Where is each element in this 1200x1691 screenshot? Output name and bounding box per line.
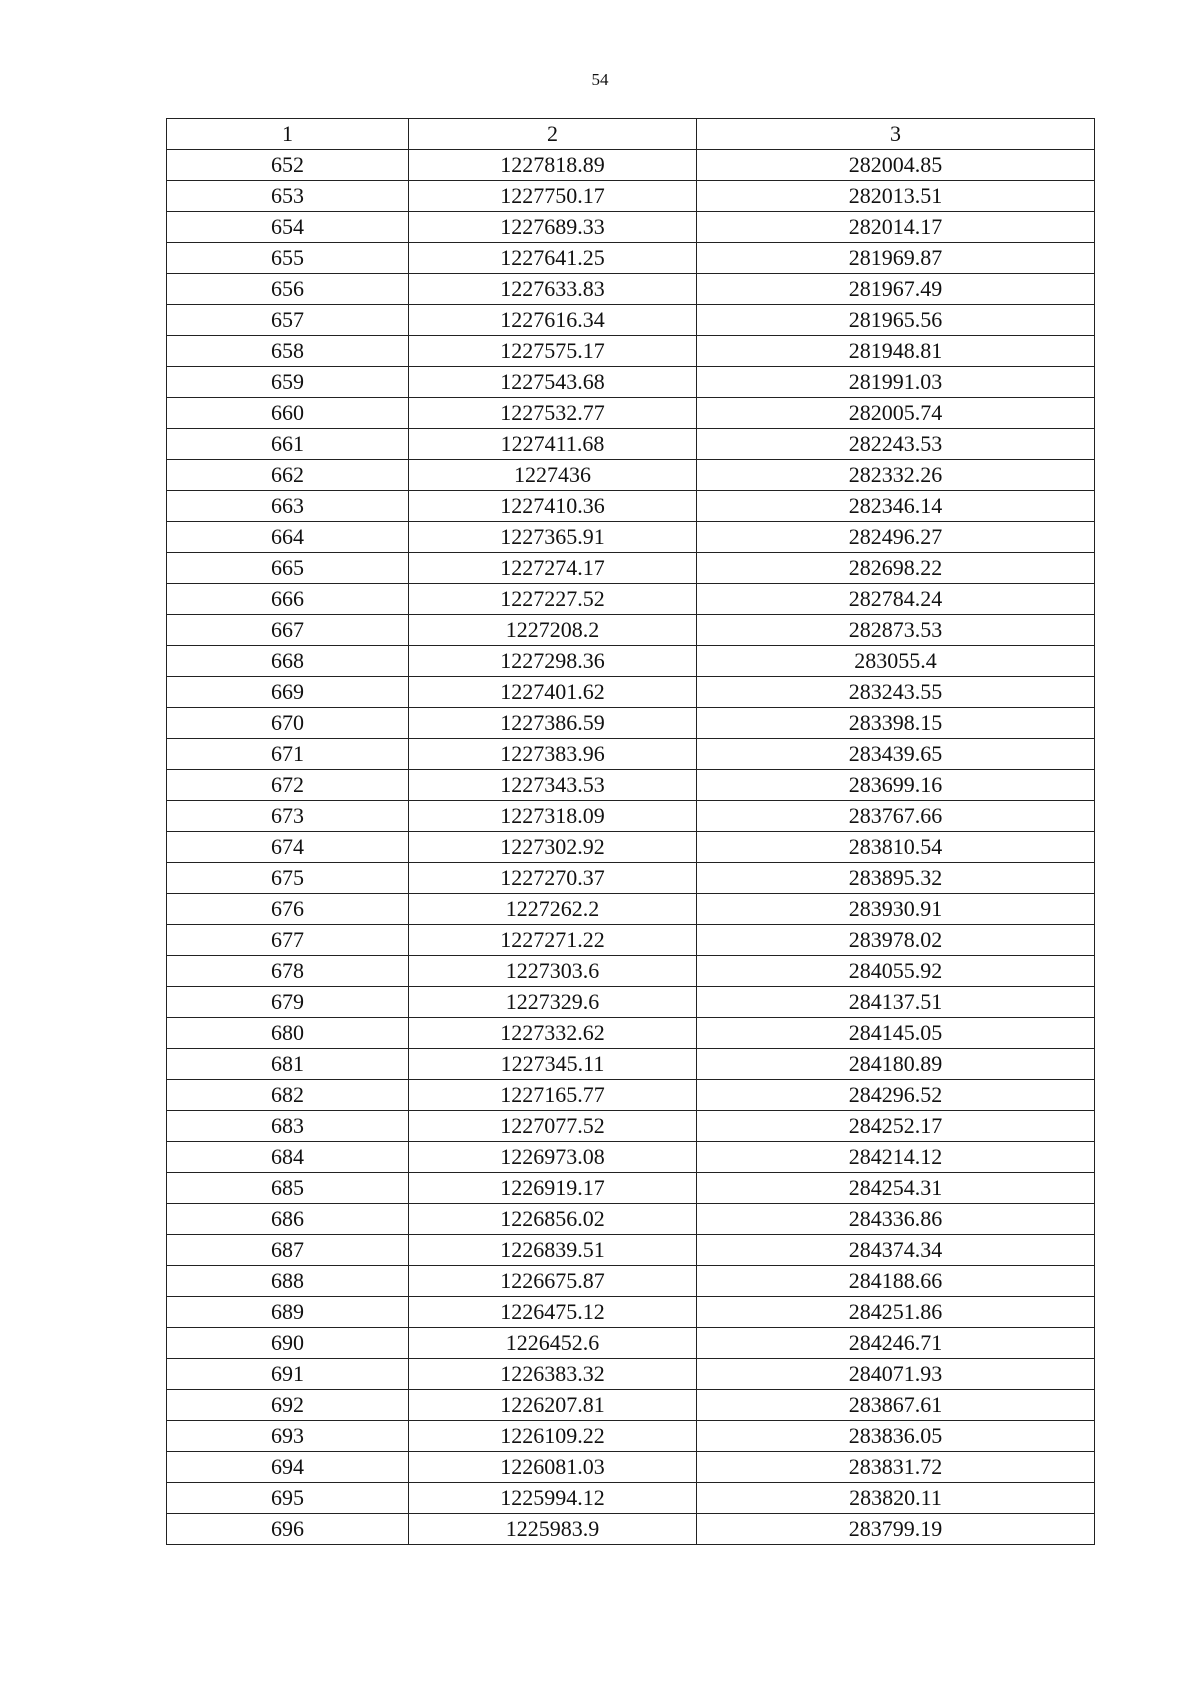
y-coordinate-cell: 283867.61 — [697, 1390, 1095, 1421]
x-coordinate-cell: 1227543.68 — [409, 367, 697, 398]
x-coordinate-cell: 1227274.17 — [409, 553, 697, 584]
x-coordinate-cell: 1227165.77 — [409, 1080, 697, 1111]
table-row — [167, 305, 1095, 336]
x-coordinate-cell: 1226383.32 — [409, 1359, 697, 1390]
y-coordinate-cell: 284180.89 — [697, 1049, 1095, 1080]
y-coordinate-cell: 282013.51 — [697, 181, 1095, 212]
x-coordinate-cell: 1226081.03 — [409, 1452, 697, 1483]
y-coordinate-cell: 283243.55 — [697, 677, 1095, 708]
y-coordinate-cell: 283055.4 — [697, 646, 1095, 677]
point-number-cell: 680 — [167, 1018, 409, 1049]
table-row — [167, 646, 1095, 677]
x-coordinate-cell: 1226109.22 — [409, 1421, 697, 1452]
table-row — [167, 150, 1095, 181]
x-coordinate-cell: 1227633.83 — [409, 274, 697, 305]
point-number-cell: 694 — [167, 1452, 409, 1483]
y-coordinate-cell: 282004.85 — [697, 150, 1095, 181]
table-row — [167, 1235, 1095, 1266]
table-row — [167, 801, 1095, 832]
table-row — [167, 243, 1095, 274]
y-coordinate-cell: 282014.17 — [697, 212, 1095, 243]
x-coordinate-cell: 1227365.91 — [409, 522, 697, 553]
point-number-cell: 679 — [167, 987, 409, 1018]
x-coordinate-cell: 1227750.17 — [409, 181, 697, 212]
y-coordinate-cell: 281967.49 — [697, 274, 1095, 305]
point-number-cell: 663 — [167, 491, 409, 522]
table-row — [167, 925, 1095, 956]
point-number-cell: 677 — [167, 925, 409, 956]
table-row — [167, 1421, 1095, 1452]
y-coordinate-cell: 282005.74 — [697, 398, 1095, 429]
y-coordinate-cell: 283767.66 — [697, 801, 1095, 832]
table-row — [167, 1142, 1095, 1173]
x-coordinate-cell: 1227410.36 — [409, 491, 697, 522]
table-row — [167, 677, 1095, 708]
y-coordinate-cell: 283978.02 — [697, 925, 1095, 956]
y-coordinate-cell: 281965.56 — [697, 305, 1095, 336]
x-coordinate-cell: 1226452.6 — [409, 1328, 697, 1359]
table-row — [167, 274, 1095, 305]
point-number-cell: 695 — [167, 1483, 409, 1514]
y-coordinate-cell: 282496.27 — [697, 522, 1095, 553]
y-coordinate-cell: 284055.92 — [697, 956, 1095, 987]
x-coordinate-cell: 1227303.6 — [409, 956, 697, 987]
x-coordinate-cell: 1225994.12 — [409, 1483, 697, 1514]
table-row — [167, 708, 1095, 739]
point-number-cell: 685 — [167, 1173, 409, 1204]
point-number-cell: 693 — [167, 1421, 409, 1452]
table-row — [167, 1018, 1095, 1049]
x-coordinate-cell: 1227345.11 — [409, 1049, 697, 1080]
x-coordinate-cell: 1227575.17 — [409, 336, 697, 367]
x-coordinate-cell: 1227318.09 — [409, 801, 697, 832]
table-row — [167, 491, 1095, 522]
point-number-cell: 652 — [167, 150, 409, 181]
column-header-2: 2 — [409, 119, 697, 150]
x-coordinate-cell: 1227386.59 — [409, 708, 697, 739]
x-coordinate-cell: 1227411.68 — [409, 429, 697, 460]
point-number-cell: 658 — [167, 336, 409, 367]
x-coordinate-cell: 1227616.34 — [409, 305, 697, 336]
table-row — [167, 522, 1095, 553]
y-coordinate-cell: 284374.34 — [697, 1235, 1095, 1266]
point-number-cell: 692 — [167, 1390, 409, 1421]
point-number-cell: 671 — [167, 739, 409, 770]
point-number-cell: 659 — [167, 367, 409, 398]
point-number-cell: 665 — [167, 553, 409, 584]
x-coordinate-cell: 1226973.08 — [409, 1142, 697, 1173]
point-number-cell: 656 — [167, 274, 409, 305]
table-row — [167, 1049, 1095, 1080]
point-number-cell: 689 — [167, 1297, 409, 1328]
x-coordinate-cell: 1227271.22 — [409, 925, 697, 956]
y-coordinate-cell: 283398.15 — [697, 708, 1095, 739]
table-row — [167, 894, 1095, 925]
x-coordinate-cell: 1227401.62 — [409, 677, 697, 708]
x-coordinate-cell: 1227343.53 — [409, 770, 697, 801]
table-row — [167, 181, 1095, 212]
table-row — [167, 584, 1095, 615]
table-body — [167, 150, 1095, 1545]
y-coordinate-cell: 284145.05 — [697, 1018, 1095, 1049]
x-coordinate-cell: 1226856.02 — [409, 1204, 697, 1235]
y-coordinate-cell: 284251.86 — [697, 1297, 1095, 1328]
table-row — [167, 1080, 1095, 1111]
y-coordinate-cell: 284214.12 — [697, 1142, 1095, 1173]
point-number-cell: 681 — [167, 1049, 409, 1080]
y-coordinate-cell: 281969.87 — [697, 243, 1095, 274]
point-number-cell: 674 — [167, 832, 409, 863]
point-number-cell: 684 — [167, 1142, 409, 1173]
point-number-cell: 690 — [167, 1328, 409, 1359]
y-coordinate-cell: 283820.11 — [697, 1483, 1095, 1514]
point-number-cell: 667 — [167, 615, 409, 646]
point-number-cell: 661 — [167, 429, 409, 460]
table-row — [167, 1390, 1095, 1421]
point-number-cell: 683 — [167, 1111, 409, 1142]
table-row — [167, 1483, 1095, 1514]
point-number-cell: 675 — [167, 863, 409, 894]
column-header-1: 1 — [167, 119, 409, 150]
point-number-cell: 672 — [167, 770, 409, 801]
point-number-cell: 687 — [167, 1235, 409, 1266]
table-row — [167, 460, 1095, 491]
x-coordinate-cell: 1227077.52 — [409, 1111, 697, 1142]
table-row — [167, 615, 1095, 646]
y-coordinate-cell: 282243.53 — [697, 429, 1095, 460]
x-coordinate-cell: 1225983.9 — [409, 1514, 697, 1545]
point-number-cell: 653 — [167, 181, 409, 212]
coordinates-table — [166, 118, 1095, 1545]
x-coordinate-cell: 1227332.62 — [409, 1018, 697, 1049]
x-coordinate-cell: 1227262.2 — [409, 894, 697, 925]
y-coordinate-cell: 283895.32 — [697, 863, 1095, 894]
point-number-cell: 673 — [167, 801, 409, 832]
x-coordinate-cell: 1226207.81 — [409, 1390, 697, 1421]
table-row — [167, 1359, 1095, 1390]
x-coordinate-cell: 1226919.17 — [409, 1173, 697, 1204]
x-coordinate-cell: 1227818.89 — [409, 150, 697, 181]
table-row — [167, 212, 1095, 243]
table-row — [167, 553, 1095, 584]
x-coordinate-cell: 1227227.52 — [409, 584, 697, 615]
point-number-cell: 662 — [167, 460, 409, 491]
point-number-cell: 682 — [167, 1080, 409, 1111]
point-number-cell: 696 — [167, 1514, 409, 1545]
page-number: 54 — [591, 70, 609, 89]
y-coordinate-cell: 282698.22 — [697, 553, 1095, 584]
y-coordinate-cell: 282332.26 — [697, 460, 1095, 491]
table-row — [167, 739, 1095, 770]
point-number-cell: 686 — [167, 1204, 409, 1235]
point-number-cell: 666 — [167, 584, 409, 615]
x-coordinate-cell: 1226475.12 — [409, 1297, 697, 1328]
y-coordinate-cell: 283930.91 — [697, 894, 1095, 925]
table-row — [167, 367, 1095, 398]
table-row — [167, 398, 1095, 429]
point-number-cell: 688 — [167, 1266, 409, 1297]
x-coordinate-cell: 1226675.87 — [409, 1266, 697, 1297]
x-coordinate-cell: 1227689.33 — [409, 212, 697, 243]
point-number-cell: 668 — [167, 646, 409, 677]
table-row — [167, 1204, 1095, 1235]
x-coordinate-cell: 1227208.2 — [409, 615, 697, 646]
y-coordinate-cell: 283831.72 — [697, 1452, 1095, 1483]
y-coordinate-cell: 281991.03 — [697, 367, 1095, 398]
point-number-cell: 691 — [167, 1359, 409, 1390]
table-row — [167, 987, 1095, 1018]
point-number-cell: 655 — [167, 243, 409, 274]
column-header-3: 3 — [697, 119, 1095, 150]
y-coordinate-cell: 283439.65 — [697, 739, 1095, 770]
y-coordinate-cell: 284188.66 — [697, 1266, 1095, 1297]
point-number-cell: 657 — [167, 305, 409, 336]
y-coordinate-cell: 284296.52 — [697, 1080, 1095, 1111]
table-row — [167, 956, 1095, 987]
x-coordinate-cell: 1227270.37 — [409, 863, 697, 894]
y-coordinate-cell: 282873.53 — [697, 615, 1095, 646]
table-row — [167, 1452, 1095, 1483]
point-number-cell: 664 — [167, 522, 409, 553]
y-coordinate-cell: 284252.17 — [697, 1111, 1095, 1142]
y-coordinate-cell: 283810.54 — [697, 832, 1095, 863]
y-coordinate-cell: 283699.16 — [697, 770, 1095, 801]
y-coordinate-cell: 283799.19 — [697, 1514, 1095, 1545]
point-number-cell: 654 — [167, 212, 409, 243]
x-coordinate-cell: 1227641.25 — [409, 243, 697, 274]
y-coordinate-cell: 283836.05 — [697, 1421, 1095, 1452]
point-number-cell: 678 — [167, 956, 409, 987]
table-row — [167, 1173, 1095, 1204]
table-header-row — [167, 119, 1095, 150]
y-coordinate-cell: 284336.86 — [697, 1204, 1095, 1235]
table-row — [167, 1514, 1095, 1545]
x-coordinate-cell: 1227298.36 — [409, 646, 697, 677]
point-number-cell: 676 — [167, 894, 409, 925]
x-coordinate-cell: 1226839.51 — [409, 1235, 697, 1266]
x-coordinate-cell: 1227302.92 — [409, 832, 697, 863]
y-coordinate-cell: 284071.93 — [697, 1359, 1095, 1390]
y-coordinate-cell: 284254.31 — [697, 1173, 1095, 1204]
x-coordinate-cell: 1227383.96 — [409, 739, 697, 770]
table-row — [167, 1266, 1095, 1297]
point-number-cell: 669 — [167, 677, 409, 708]
x-coordinate-cell: 1227532.77 — [409, 398, 697, 429]
x-coordinate-cell: 1227329.6 — [409, 987, 697, 1018]
y-coordinate-cell: 284137.51 — [697, 987, 1095, 1018]
table-row — [167, 336, 1095, 367]
y-coordinate-cell: 282784.24 — [697, 584, 1095, 615]
table-row — [167, 863, 1095, 894]
table-row — [167, 429, 1095, 460]
table-row — [167, 1111, 1095, 1142]
table-row — [167, 832, 1095, 863]
y-coordinate-cell: 281948.81 — [697, 336, 1095, 367]
x-coordinate-cell: 1227436 — [409, 460, 697, 491]
table-row — [167, 1297, 1095, 1328]
table-row — [167, 1328, 1095, 1359]
table-row — [167, 770, 1095, 801]
y-coordinate-cell: 284246.71 — [697, 1328, 1095, 1359]
point-number-cell: 660 — [167, 398, 409, 429]
point-number-cell: 670 — [167, 708, 409, 739]
y-coordinate-cell: 282346.14 — [697, 491, 1095, 522]
